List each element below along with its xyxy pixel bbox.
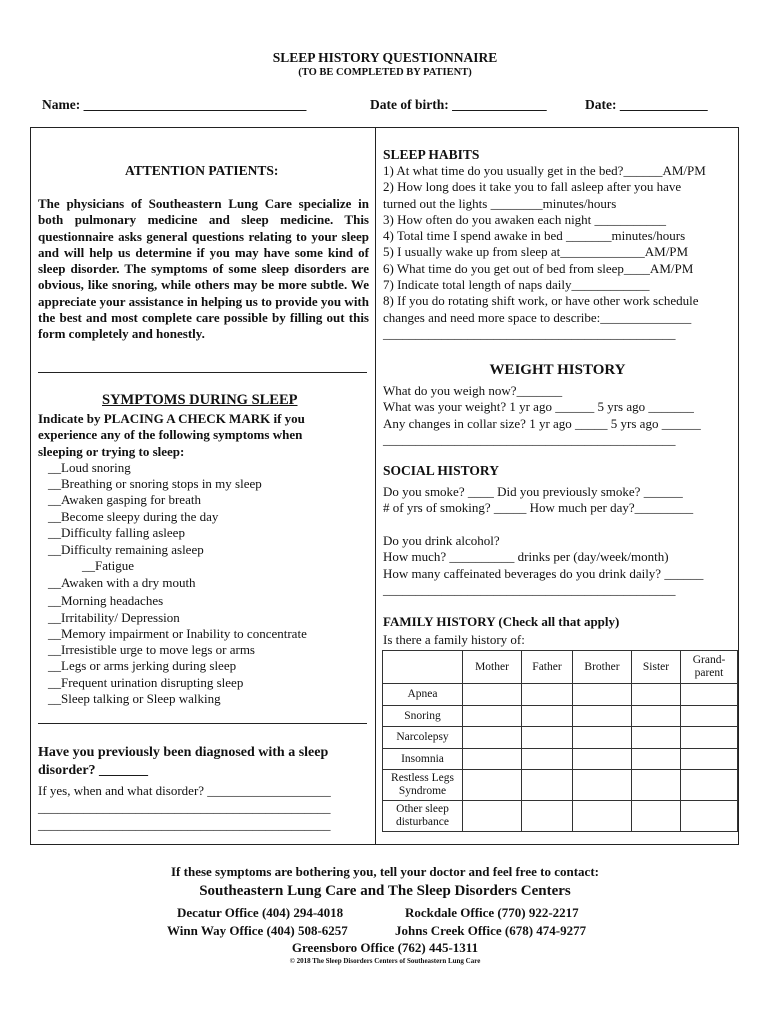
office-winnway: Winn Way Office (404) 508-6257 [167, 923, 348, 938]
sleep-habits-heading: SLEEP HABITS [383, 147, 480, 162]
check-cell[interactable] [632, 706, 681, 727]
symptoms-instruction: Indicate by PLACING A CHECK MARK if you experience any of the following symptoms when sleeping or trying to sleep: [38, 411, 305, 459]
check-cell[interactable] [632, 684, 681, 706]
attention-heading: ATTENTION PATIENTS: [125, 163, 279, 178]
check-cell[interactable] [573, 684, 632, 706]
symptom-item[interactable]: __Loud snoring [48, 460, 131, 475]
blank-line[interactable]: _____________________________________________ [38, 817, 331, 832]
weight-heading: WEIGHT HISTORY [489, 362, 626, 378]
check-cell[interactable] [632, 770, 681, 801]
check-cell[interactable] [681, 727, 738, 749]
row-label: Snoring [383, 706, 463, 727]
symptom-item[interactable]: __Sleep talking or Sleep walking [48, 691, 221, 706]
office-decatur: Decatur Office (404) 294-4018 [177, 905, 344, 920]
family-heading: FAMILY HISTORY (Check all that apply) [383, 614, 620, 629]
column-header: Brother [573, 651, 632, 684]
check-cell[interactable] [463, 749, 522, 770]
symptom-item[interactable]: __Morning headaches [48, 593, 164, 608]
column-header: Sister [632, 651, 681, 684]
date-field[interactable]: Date: _____________ [585, 97, 708, 112]
check-cell[interactable] [463, 684, 522, 706]
check-cell[interactable] [522, 706, 573, 727]
check-cell[interactable] [681, 801, 738, 832]
symptom-item[interactable]: __Difficulty remaining asleep [48, 542, 204, 557]
check-cell[interactable] [573, 749, 632, 770]
symptom-item[interactable]: __Become sleepy during the day [48, 509, 219, 524]
check-cell[interactable] [522, 770, 573, 801]
check-cell[interactable] [463, 727, 522, 749]
row-label: Narcolepsy [383, 727, 463, 749]
symptom-item[interactable]: __Irritability/ Depression [48, 610, 180, 625]
check-cell[interactable] [522, 801, 573, 832]
form-title: SLEEP HISTORY QUESTIONNAIRE [272, 50, 498, 65]
footer-organization: Southeastern Lung Care and The Sleep Disorders Centers [199, 883, 571, 899]
name-field[interactable]: Name: _________________________________ [42, 97, 307, 112]
social-heading: SOCIAL HISTORY [383, 463, 499, 478]
copyright: © 2018 The Sleep Disorders Centers of Southeastern Lung Care [289, 957, 481, 965]
weight-questions[interactable]: What do you weigh now?_______ What was your weight? 1 yr ago ______ 5 yrs ago _______ Any changes in collar size? 1 yr ago _____ 5 yrs ago ______ _____________________________________________ [383, 383, 701, 447]
check-cell[interactable] [573, 801, 632, 832]
sleep-habits-questions[interactable]: 1) At what time do you usually get in the bed?______AM/PM 2) How long does it take you to fall asleep after you have turned out the lights ________minutes/hours 3) How often do you awaken each night ___________ 4) Total time I spend awake in bed _______minutes/hours 5) I usually wake up from sleep at_____________AM/PM 6) What time do you get out of bed from sleep____AM/PM 7) Indicate total length of naps daily____________ 8) If you do rotating shift work, or have other work schedule changes and need more space to describe:______________ _____________________________________________ [383, 163, 706, 341]
check-cell[interactable] [681, 684, 738, 706]
office-greensboro: Greensboro Office (762) 445-1311 [291, 940, 479, 955]
check-cell[interactable] [632, 749, 681, 770]
column-divider [375, 127, 376, 845]
row-label: Insomnia [383, 749, 463, 770]
check-cell[interactable] [522, 727, 573, 749]
check-cell[interactable] [573, 727, 632, 749]
family-intro: Is there a family history of: [383, 632, 525, 647]
check-cell[interactable] [463, 770, 522, 801]
symptom-item[interactable]: __Breathing or snoring stops in my sleep [48, 476, 262, 491]
diagnosed-followup[interactable]: If yes, when and what disorder? ___________________ [38, 783, 331, 798]
symptoms-heading: SYMPTOMS DURING SLEEP [102, 392, 298, 408]
smoking-questions[interactable]: Do you smoke? ____ Did you previously smoke? ______ # of yrs of smoking? _____ How much per day?_________ [383, 484, 694, 516]
check-cell[interactable] [522, 749, 573, 770]
check-cell[interactable] [522, 684, 573, 706]
check-cell[interactable] [463, 801, 522, 832]
check-cell[interactable] [463, 706, 522, 727]
symptom-item[interactable]: __Fatigue [82, 558, 134, 573]
row-label: Restless Legs Syndrome [383, 770, 463, 801]
symptom-item[interactable]: __Irresistible urge to move legs or arms [48, 642, 255, 657]
diagnosed-question: Have you previously been diagnosed with a sleep disorder? _______ [38, 745, 329, 778]
column-header: Mother [463, 651, 522, 684]
symptom-item[interactable]: __Memory impairment or Inability to concentrate [48, 626, 307, 641]
symptom-item[interactable]: __Difficulty falling asleep [48, 525, 185, 540]
check-cell[interactable] [632, 727, 681, 749]
alcohol-questions[interactable]: Do you drink alcohol? How much? __________ drinks per (day/week/month) How many caffeinated beverages do you drink daily? ______ _____________________________________________ [383, 533, 704, 597]
blank-line[interactable]: _____________________________________________ [38, 800, 331, 815]
column-header: Grand- parent [681, 651, 738, 684]
check-cell[interactable] [632, 801, 681, 832]
check-cell[interactable] [681, 749, 738, 770]
divider-line [38, 372, 367, 373]
office-rockdale: Rockdale Office (770) 922-2217 [405, 905, 579, 920]
footer-contact-line: If these symptoms are bothering you, tell your doctor and feel free to contact: [171, 864, 599, 879]
symptom-item[interactable]: __Awaken gasping for breath [48, 492, 201, 507]
office-johnscreek: Johns Creek Office (678) 474-9277 [395, 923, 587, 938]
symptom-item[interactable]: __Legs or arms jerking during sleep [48, 658, 237, 673]
dob-field[interactable]: Date of birth: ______________ [370, 97, 547, 112]
symptom-item[interactable]: __Awaken with a dry mouth [48, 575, 196, 590]
symptom-item[interactable]: __Frequent urination disrupting sleep [48, 675, 244, 690]
attention-body: The physicians of Southeastern Lung Care specialize in both pulmonary medicine and sleep medicine. This questionnaire asks general questions relating to your sleep and will help us determine if you may have some kind of sleep disorder. The symptoms of some sleep disorders are obvious, like snoring, while others may be more subtle. We appreciate your assistance in helping us to provide you with the best and most complete care possible by filling out this form completely and honestly. [38, 196, 369, 342]
divider-line [38, 723, 367, 724]
row-label: Other sleep disturbance [383, 801, 463, 832]
check-cell[interactable] [681, 706, 738, 727]
family-history-table [382, 650, 738, 832]
form-subtitle: (TO BE COMPLETED BY PATIENT) [298, 67, 472, 78]
column-header: Father [522, 651, 573, 684]
check-cell[interactable] [573, 706, 632, 727]
check-cell[interactable] [573, 770, 632, 801]
row-label: Apnea [383, 684, 463, 706]
check-cell[interactable] [681, 770, 738, 801]
